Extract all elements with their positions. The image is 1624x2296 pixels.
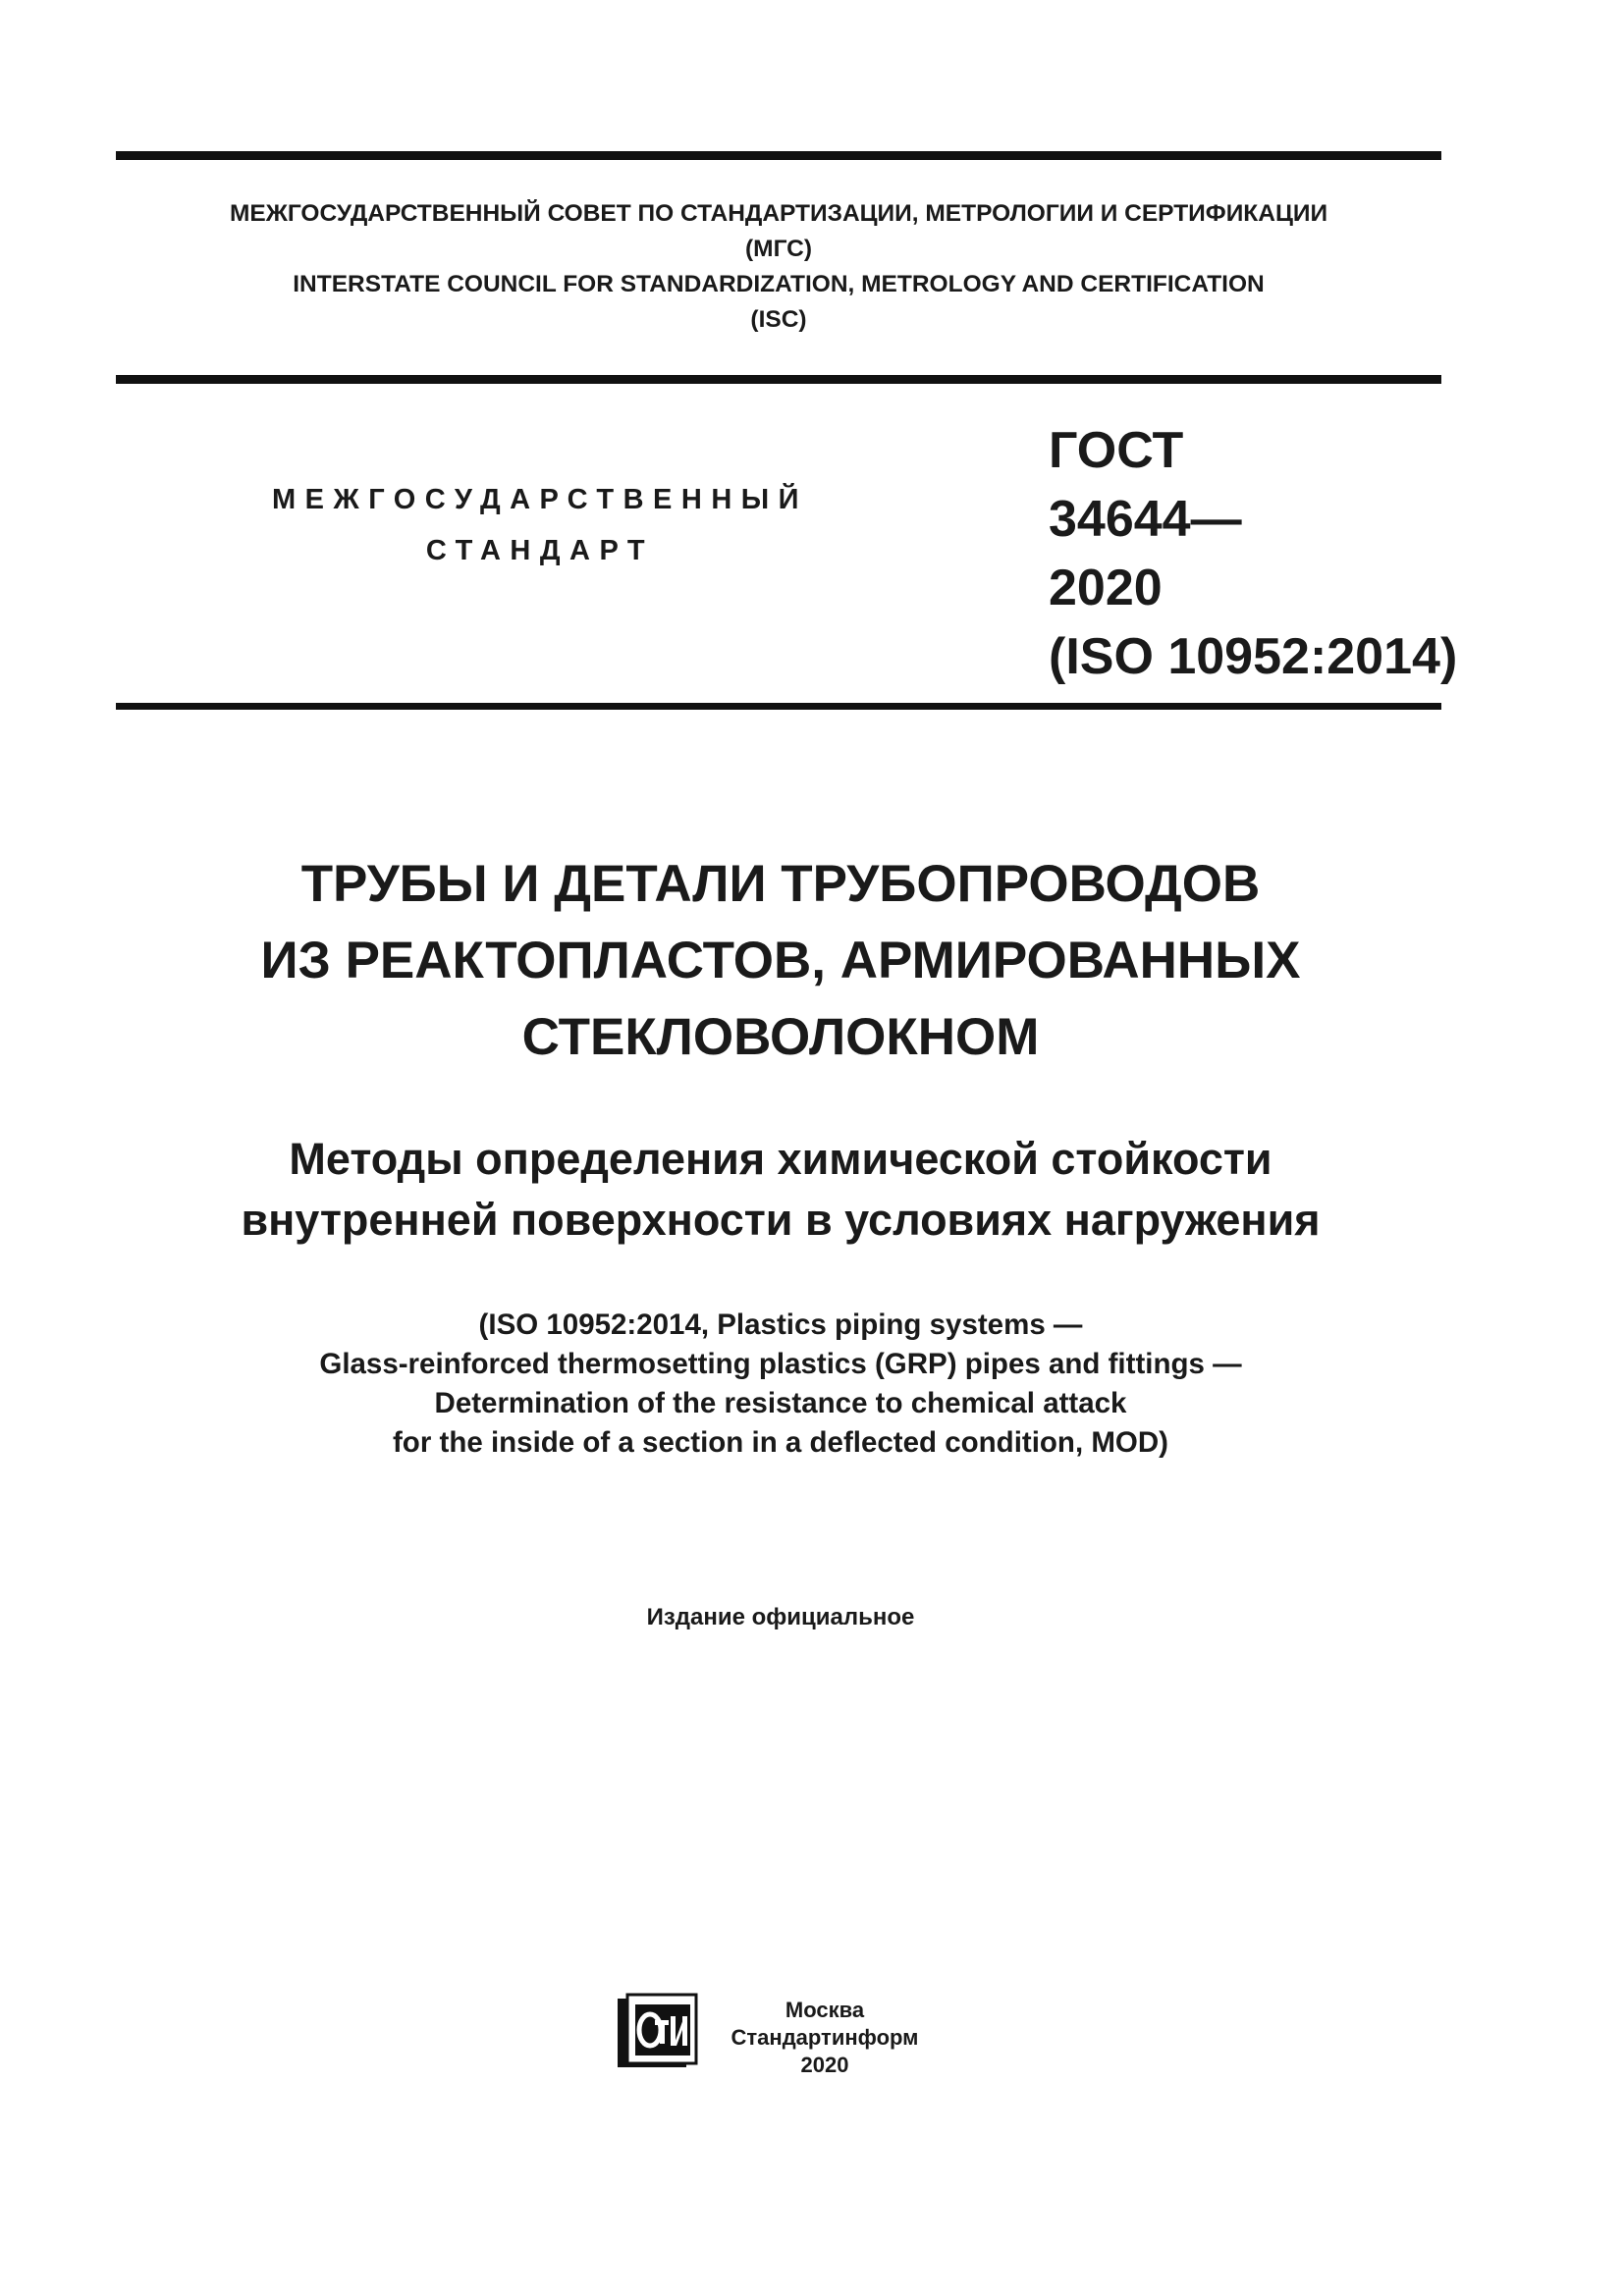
edition-note: Издание официальное bbox=[646, 1604, 915, 1630]
bottom-rule bbox=[116, 703, 1441, 710]
title-line2: ИЗ РЕАКТОПЛАСТОВ, АРМИРОВАННЫХ bbox=[260, 932, 1301, 989]
document-subtitle bbox=[118, 1129, 1443, 1251]
council-name-ru: МЕЖГОСУДАРСТВЕННЫЙ СОВЕТ ПО СТАНДАРТИЗАЦИИ, МЕТРОЛОГИИ И СЕРТИФИКАЦИИ bbox=[229, 200, 1328, 227]
title-line3: СТЕКЛОВОЛОКНОМ bbox=[521, 1008, 1040, 1066]
iso-reference-line2: Glass-reinforced thermosetting plastics (GRP) pipes and fittings — bbox=[319, 1348, 1242, 1380]
top-rule bbox=[116, 151, 1441, 160]
council-name-en: INTERSTATE COUNCIL FOR STANDARDIZATION, METROLOGY AND CERTIFICATION bbox=[293, 271, 1265, 297]
document-title bbox=[118, 846, 1443, 1076]
standard-type-line2: СТАНДАРТ bbox=[425, 535, 655, 566]
publisher-city: Москва bbox=[785, 1998, 865, 2022]
standard-type-line1: МЕЖГОСУДАРСТВЕННЫЙ bbox=[271, 484, 809, 515]
publisher-name: Стандартинформ bbox=[731, 2025, 919, 2050]
designation-line3: 2020 bbox=[1049, 560, 1163, 616]
iso-reference-line3: Determination of the resistance to chemical attack bbox=[434, 1387, 1127, 1419]
subtitle-line2: внутренней поверхности в условиях нагружения bbox=[241, 1195, 1321, 1245]
designation-line4: (ISO 10952:2014) bbox=[1049, 628, 1458, 685]
iso-reference bbox=[118, 1306, 1443, 1463]
designation-line2: 34644— bbox=[1049, 491, 1242, 548]
standartinform-logo-icon bbox=[614, 1993, 712, 2071]
publisher-year: 2020 bbox=[800, 2053, 849, 2077]
subtitle-line1: Методы определения химической стойкости bbox=[289, 1134, 1272, 1184]
designation-line1: ГОСТ bbox=[1049, 422, 1184, 479]
council-abbr-ru: (МГС) bbox=[745, 236, 812, 262]
iso-reference-line1: (ISO 10952:2014, Plastics piping systems — bbox=[478, 1308, 1083, 1341]
title-line1: ТРУБЫ И ДЕТАЛИ ТРУБОПРОВОДОВ bbox=[300, 855, 1261, 913]
council-abbr-en: (ISC) bbox=[750, 306, 807, 333]
standard-designation bbox=[1049, 416, 1457, 691]
iso-reference-line4: for the inside of a section in a deflected condition, MOD) bbox=[392, 1426, 1168, 1459]
publisher-imprint bbox=[727, 1997, 923, 2079]
middle-rule bbox=[116, 375, 1441, 384]
council-header bbox=[116, 196, 1441, 338]
standard-type bbox=[196, 474, 884, 576]
